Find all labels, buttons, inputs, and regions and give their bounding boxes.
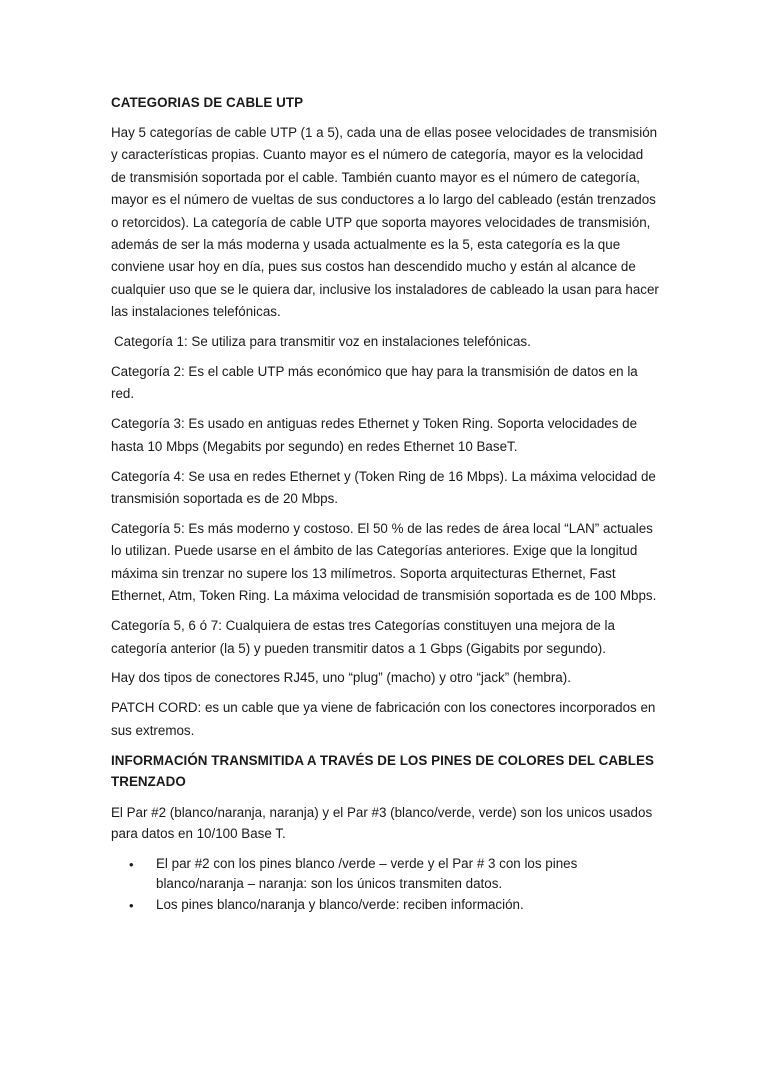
- section-title-pin-information: INFORMACIÓN TRANSMITIDA A TRAVÉS DE LOS PINES DE COLORES DEL CABLES TRENZADO: [111, 752, 654, 789]
- intro-paragraph: Hay 5 categorías de cable UTP (1 a 5), cada una de ellas posee velocidades de transmisión y características propias. Cuanto mayor es el número de categoría, mayor es la velocidad de transmisión soportada por el cable. También cuanto mayor es el número de categoría, mayor es el número de vueltas de sus conductores a lo largo del cableado (están trenzados o retorcidos). La categoría de cable UTP que soporta mayores velocidades de transmisión, además de ser la más moderna y usada actualmente es la 5, esta categoría es la que conviene usar hoy en día, pues sus costos han descendido mucho y están al alcance de cualquier uso que se le quiera dar, inclusive los instaladores de cableado la usan para hacer las instalaciones telefónicas.: [111, 125, 659, 320]
- bullet-icon: •: [129, 856, 134, 872]
- category-5-6-7-paragraph: Categoría 5, 6 ó 7: Cualquiera de estas tres Categorías constituyen una mejora de la categoría anterior (la 5) y pueden transmitir datos a 1 Gbps (Gigabits por segundo).: [111, 618, 615, 656]
- connectors-paragraph: Hay dos tipos de conectores RJ45, uno “plug” (macho) y otro “jack” (hembra).: [111, 670, 571, 686]
- category-5-paragraph: Categoría 5: Es más moderno y costoso. El 50 % de las redes de área local “LAN” actuales lo utilizan. Puede usarse en el ámbito de las Categorías anteriores. Exige que la longitud máxima sin trenzar no supere los 13 milímetros. Soporta arquitecturas Ethernet, Fast Ethernet, Atm, Token Ring. La máxima velocidad de transmisión soportada es de 100 Mbps.: [111, 521, 657, 604]
- category-3-paragraph: Categoría 3: Es usado en antiguas redes Ethernet y Token Ring. Soporta velocidades de hasta 10 Mbps (Megabits por segundo) en redes Ethernet 10 BaseT.: [111, 416, 638, 454]
- patch-cord-paragraph: PATCH CORD: es un cable que ya viene de fabricación con los conectores incorporados en sus extremos.: [111, 700, 656, 738]
- list-item: [111, 895, 660, 916]
- category-1-paragraph: Categoría 1: Se utiliza para transmitir voz en instalaciones telefónicas.: [114, 334, 531, 350]
- pin-bullet-list: [111, 854, 660, 916]
- list-item: [111, 854, 660, 895]
- category-2-paragraph: Categoría 2: Es el cable UTP más económico que hay para la transmisión de datos en la red.: [111, 364, 638, 402]
- section-title-cable-categories: CATEGORIAS DE CABLE UTP: [111, 95, 304, 110]
- bullet-icon: •: [129, 897, 134, 913]
- list-item-text: Los pines blanco/naranja y blanco/verde: reciben información.: [156, 896, 524, 912]
- category-4-paragraph: Categoría 4: Se usa en redes Ethernet y (Token Ring de 16 Mbps). La máxima velocidad de transmisión soportada es de 20 Mbps.: [111, 468, 656, 507]
- pairs-intro-paragraph: El Par #2 (blanco/naranja, naranja) y el Par #3 (blanco/verde, verde) son los unicos usados para datos en 10/100 Base T.: [111, 804, 653, 841]
- list-item-text: El par #2 con los pines blanco /verde – verde y el Par # 3 con los pines blanco/naranja – naranja: son los únicos transmiten datos.: [156, 855, 578, 892]
